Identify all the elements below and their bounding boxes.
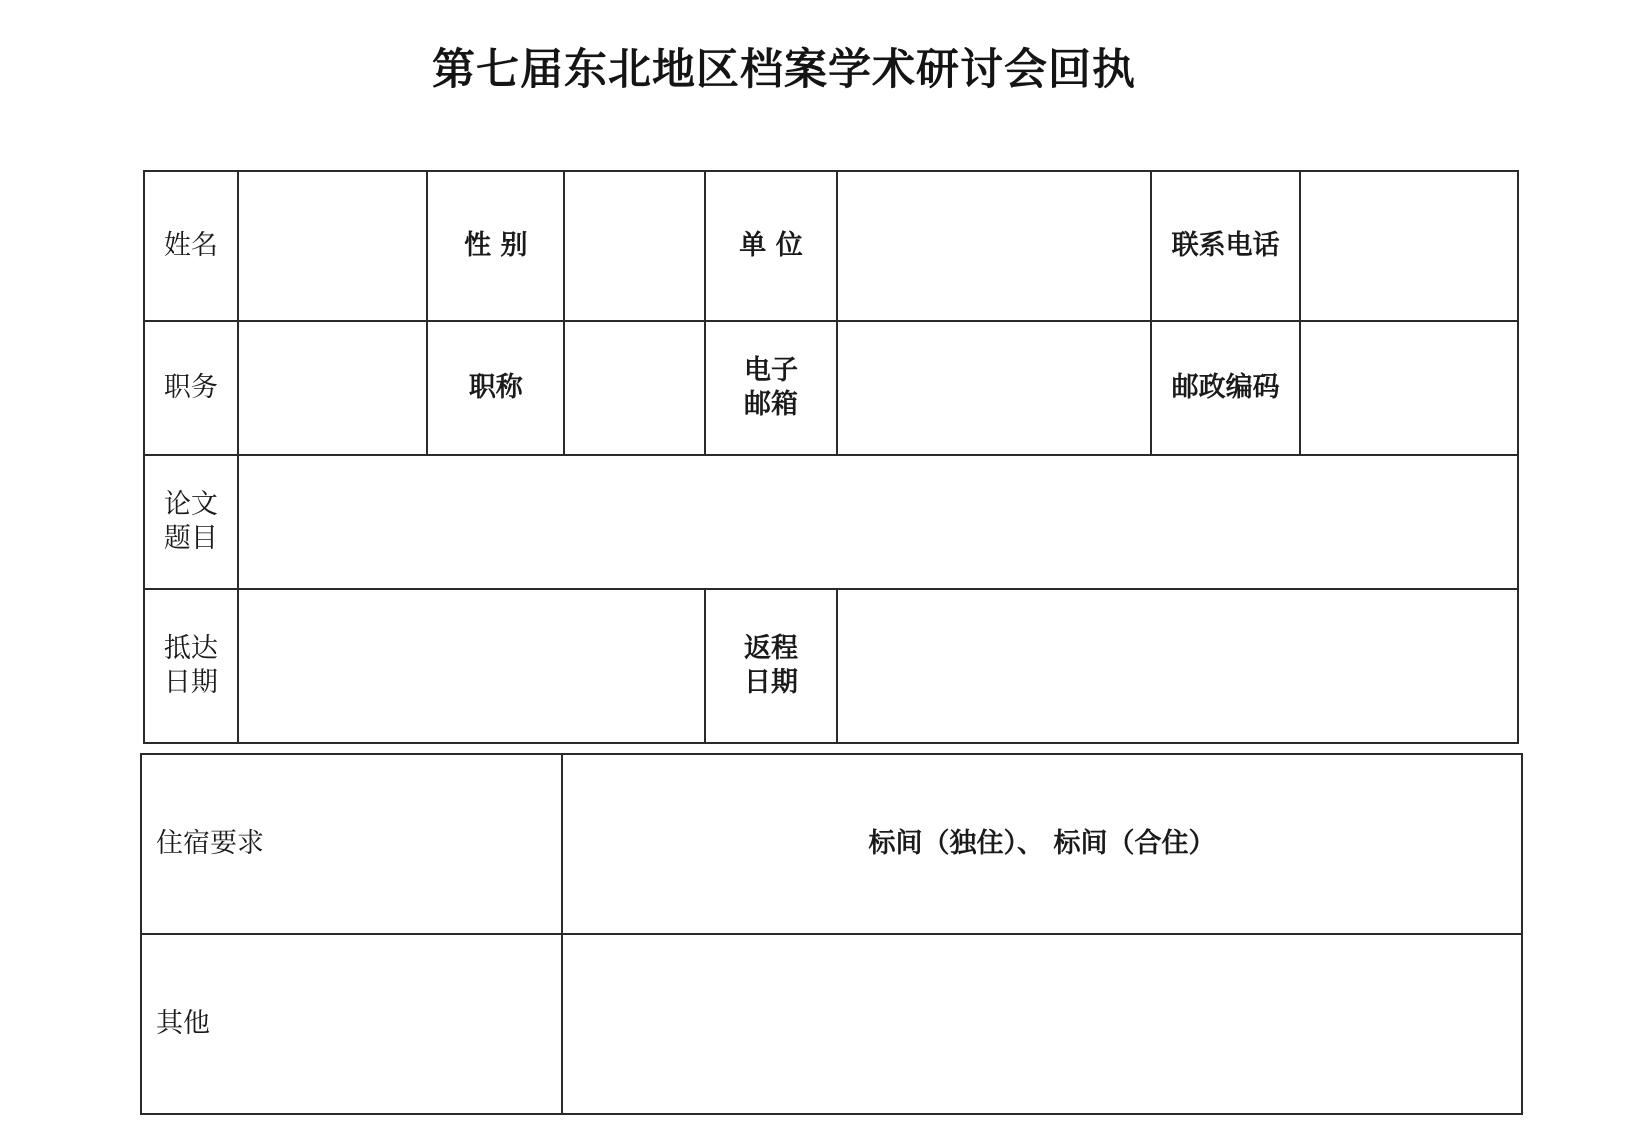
page-title: 第七届东北地区档案学术研讨会回执 bbox=[432, 45, 1136, 95]
postcode-label: 邮政编码 bbox=[1151, 321, 1300, 455]
form-row-dates bbox=[144, 589, 1518, 743]
other-label: 其他 bbox=[141, 934, 562, 1114]
unit-label: 单 位 bbox=[705, 171, 836, 321]
paper-title-field[interactable] bbox=[238, 455, 1518, 589]
gender-label: 性 别 bbox=[427, 171, 564, 321]
return-date-label bbox=[705, 589, 836, 743]
form-row-other bbox=[141, 934, 1522, 1114]
phone-label: 联系电话 bbox=[1151, 171, 1300, 321]
gender-field[interactable] bbox=[564, 171, 705, 321]
position-field[interactable] bbox=[238, 321, 428, 455]
unit-field[interactable] bbox=[837, 171, 1152, 321]
email-label-line1: 电子 bbox=[744, 355, 798, 387]
reply-form-table bbox=[143, 170, 1519, 744]
paper-label-line2: 题目 bbox=[163, 523, 218, 554]
name-field[interactable] bbox=[238, 171, 428, 321]
email-field[interactable] bbox=[837, 321, 1152, 455]
email-label-line2: 邮箱 bbox=[744, 389, 798, 420]
arrival-date-field[interactable] bbox=[238, 589, 706, 743]
postcode-field[interactable] bbox=[1300, 321, 1518, 455]
return-label-line1: 返程 bbox=[744, 633, 798, 665]
name-label: 姓名 bbox=[144, 171, 238, 321]
reply-form-table-lower bbox=[140, 753, 1523, 1115]
arrival-label-line2: 日期 bbox=[163, 667, 218, 698]
return-label-line2: 日期 bbox=[744, 667, 798, 698]
paper-label-line1: 论文 bbox=[163, 489, 218, 521]
job-title-label: 职称 bbox=[427, 321, 564, 455]
lodging-label: 住宿要求 bbox=[141, 754, 562, 934]
phone-field[interactable] bbox=[1300, 171, 1518, 321]
paper-title-label bbox=[144, 455, 238, 589]
form-row-paper bbox=[144, 455, 1518, 589]
form-row-lodging bbox=[141, 754, 1522, 934]
arrival-label-line1: 抵达 bbox=[163, 633, 218, 665]
other-field[interactable] bbox=[562, 934, 1522, 1114]
form-row-basic-info bbox=[144, 171, 1518, 321]
lodging-options[interactable]: 标间（独住）、 标间（合住） bbox=[562, 754, 1522, 934]
return-date-field[interactable] bbox=[837, 589, 1518, 743]
form-row-job-info bbox=[144, 321, 1518, 455]
email-label bbox=[705, 321, 836, 455]
job-title-field[interactable] bbox=[564, 321, 705, 455]
arrival-date-label bbox=[144, 589, 238, 743]
position-label: 职务 bbox=[144, 321, 238, 455]
